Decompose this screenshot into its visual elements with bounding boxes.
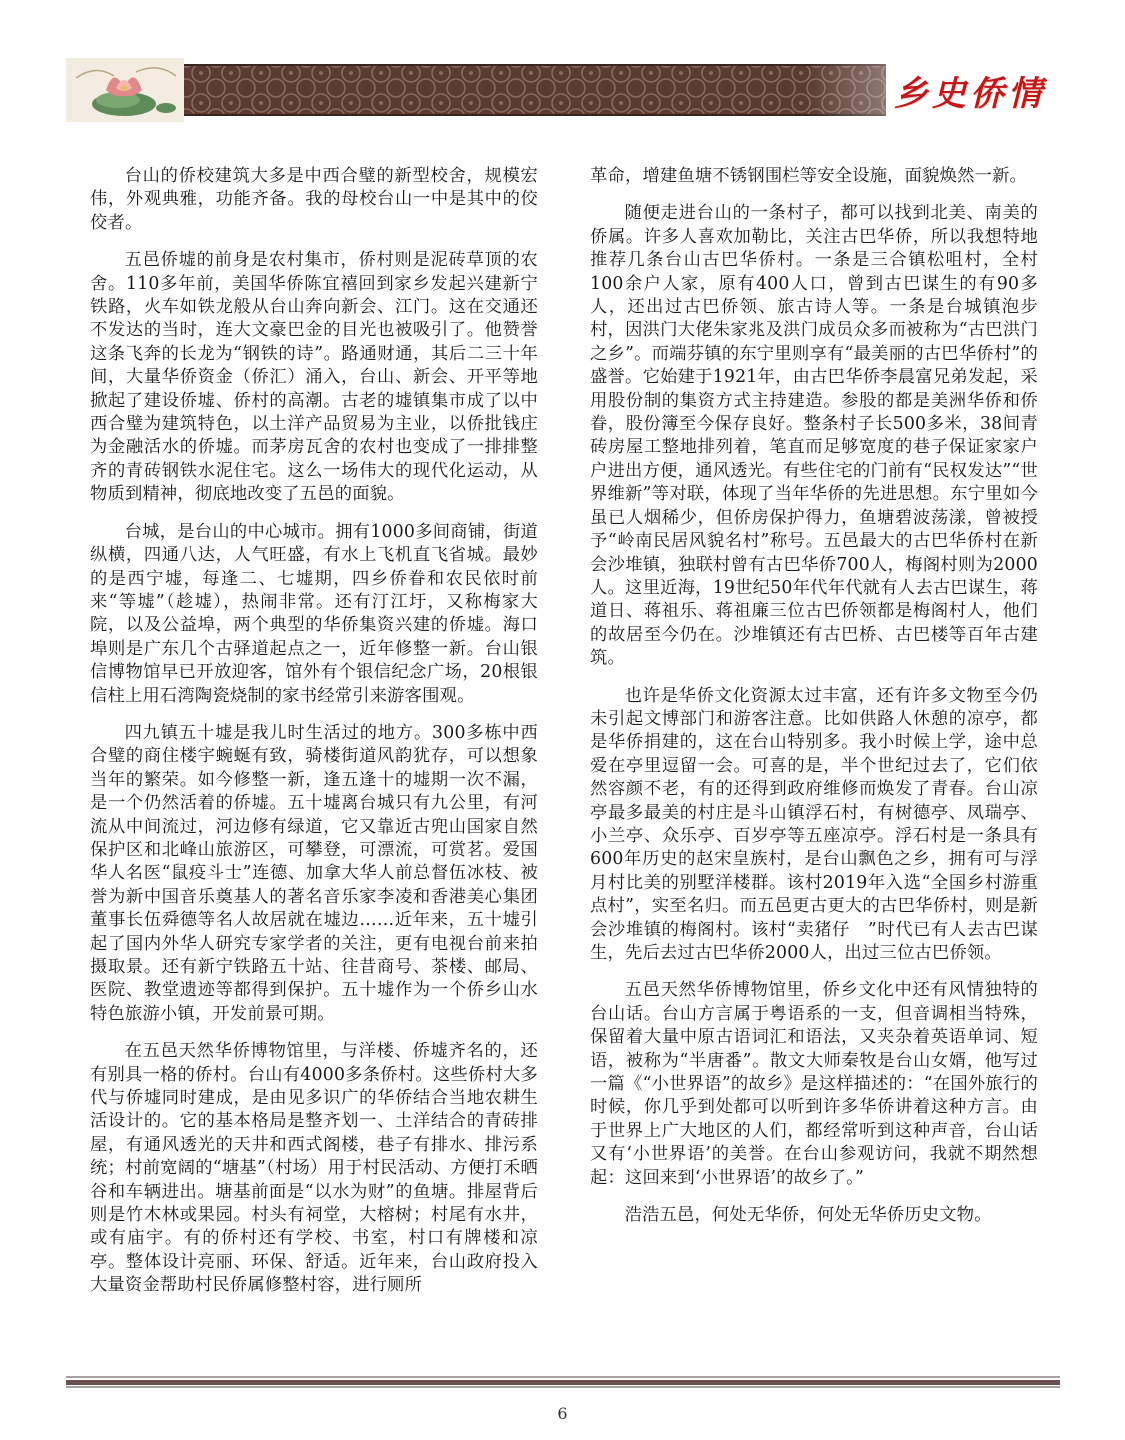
paragraph: 随便走进台山的一条村子，都可以找到北美、南美的侨属。许多人喜欢加勒比，关注古巴华侨，所以我想特地推荐几条台山古巴华侨村。一条是三合镇松咀村，全村100余户人家，原有400人口，曾到古巴谋生的有90多人，还出过古巴侨领、旅古诗人等。一条是台城镇泡步村，因洪门大佬朱家兆及洪门成员众多而被称为“古巴洪门之乡”。而端芬镇的东宁里则享有“最美丽的古巴华侨村”的盛誉。它始建于1921年，由古巴华侨李晨富兄弟发起，采用股份制的集资方式主持建造。参股的都是美洲华侨和侨眷，股份簿至今保存良好。整条村子长500多米，38间青砖房屋工整地排列着，笔直而足够宽度的巷子保证家家户户进出方便，通风透光。有些住宅的门前有“民权发达”“世界维新”等对联，体现了当年华侨的先进思想。东宁里如今虽已人烟稀少，但侨房保护得力，鱼塘碧波荡漾，曾被授予“岭南民居风貌名村”称号。五邑最大的古巴华侨村在新会沙堆镇，独联村曾有古巴华侨700人，梅阁村则为2000人。这里近海，19世纪50年代年代就有人去古巴谋生，蒋道日、蒋祖乐、蒋祖廉三位古巴侨领都是梅阁村人，他们的故居至今仍在。沙堆镇还有古巴桥、古巴楼等百年古建筑。 bbox=[590, 203, 1038, 669]
left-column bbox=[90, 165, 538, 1312]
right-column bbox=[590, 165, 1038, 1241]
section-header-banner bbox=[66, 58, 1060, 122]
paragraph: 浩浩五邑，何处无华侨，何处无华侨历史文物。 bbox=[624, 1205, 992, 1226]
paragraph: 台城，是台山的中心城市。拥有1000多间商铺，街道纵横，四通八达，人气旺盛，有水上飞机直飞省城。最妙的是西宁墟，每逢二、七墟期，四乡侨眷和农民依时前来“等墟”（趁墟），热闹非常。还有汀江圩，又称梅家大院，以及公益埠，两个典型的华侨集资兴建的侨墟。海口埠则是广东几个古驿道起点之一，近年修整一新。台山银信博物馆早已开放迎客，馆外有个银信纪念广场，20根银信柱上用石湾陶瓷烧制的家书经常引来游客围观。 bbox=[90, 521, 538, 706]
lotus-flower-icon bbox=[66, 58, 184, 122]
paragraph: 台山的侨校建筑大多是中西合璧的新型校舍，规模宏伟，外观典雅，功能齐备。我的母校台山一中是其中的佼佼者。 bbox=[90, 166, 538, 233]
paragraph-continued: 革命，增建鱼塘不锈钢围栏等安全设施，面貌焕然一新。 bbox=[590, 166, 1028, 186]
footer-rule bbox=[66, 1376, 1060, 1388]
paragraph: 五邑天然华侨博物馆里，侨乡文化中还有风情独特的台山话。台山方言属于粤语系的一支，但音调相当特殊，保留着大量中原古语词汇和语法，又夹杂着英语单词、短语，被称为“半唐番”。散文大师秦牧是台山女婿，他写过一篇《“小世界语”的故乡》是这样描述的：“在国外旅行的时候，你几乎到处都可以听到许多华侨讲着这种方言。由于世界上广大地区的人们，都经常听到这种声音，台山话又有‘小世界语’的美誉。在台山参观访问，我就不期然想起：这回来到‘小世界语’的故乡了。” bbox=[590, 980, 1038, 1188]
page-number: 6 bbox=[557, 1404, 568, 1423]
paragraph: 五邑侨墟的前身是农村集市，侨村则是泥砖草顶的农舍。110多年前，美国华侨陈宜禧回到家乡发起兴建新宁铁路，火车如铁龙般从台山奔向新会、江门。这在交通还不发达的当时，连大文豪巴金的目光也被吸引了。他赞誉这条飞奔的长龙为“钢铁的诗”。路通财通，其后二三十年间，大量华侨资金（侨汇）涌入，台山、新会、开平等地掀起了建设侨墟、侨村的高潮。古老的墟镇集市成了以中西合璧为建筑特色，以土洋产品贸易为主业，以侨批钱庄为金融活水的侨墟。而茅房瓦舍的农村也变成了一排排整齐的青砖钢铁水泥住宅。这么一场伟大的现代化运动，从物质到精神，彻底地改变了五邑的面貌。 bbox=[90, 250, 538, 505]
section-title: 乡史侨情 bbox=[894, 74, 1046, 114]
paragraph: 也许是华侨文化资源太过丰富，还有许多文物至今仍未引起文博部门和游客注意。比如供路人休憩的凉亭，都是华侨捐建的，这在台山特别多。我小时候上学，途中总爱在亭里逗留一会。可喜的是，半个世纪过去了，它们依然容颜不老，有的还得到政府维修而焕发了青春。台山凉亭最多最美的村庄是斗山镇浮石村，有树德亭、凤瑞亭、小兰亭、众乐亭、百岁亭等五座凉亭。浮石村是一条具有600年历史的赵宋皇族村，是台山飘色之乡，拥有可与浮月村比美的别墅洋楼群。该村2019年入选“全国乡村游重点村”，实至名归。而五邑更古更大的古巴华侨村，则是新会沙堆镇的梅阁村。该村“卖猪仔 ”时代已有人去古巴谋生，先后去过古巴华侨2000人，出过三位古巴侨领。 bbox=[590, 685, 1038, 963]
article-body bbox=[90, 165, 1056, 1365]
paragraph: 在五邑天然华侨博物馆里，与洋楼、侨墟齐名的，还有别具一格的侨村。台山有4000多条侨村。这些侨村大多代与侨墟同时建成，是由见多识广的华侨结合当地农耕生活设计的。它的基本格局是整齐划一、土洋结合的青砖排屋，有通风透光的天井和西式阁楼，巷子有排水、排污系统；村前宽阔的“塘基”（村场）用于村民活动、方便打禾晒谷和车辆进出。塘基前面是“以水为财”的鱼塘。排屋背后则是竹木林或果园。村头有祠堂，大榕树；村尾有水井，或有庙宇。有的侨村还有学校、书室，村口有牌楼和凉亭。整体设计亮丽、环保、舒适。近年来，台山政府投入大量资金帮助村民侨属修整村容，进行厕所 bbox=[90, 1041, 538, 1296]
paragraph: 四九镇五十墟是我儿时生活过的地方。300多栋中西合璧的商住楼宇蜿蜒有致，骑楼街道风韵犹存，可以想象当年的繁荣。如今修整一新，逢五逢十的墟期一次不漏，是一个仍然活着的侨墟。五十墟离台城只有九公里，有河流从中间流过，河边修有绿道，它又靠近古兜山国家自然保护区和北峰山旅游区，可攀登，可漂流，可赏茗。爱国华人名医“鼠疫斗士”连德、加拿大华人前总督伍冰枝、被誉为新中国音乐奠基人的著名音乐家李凌和香港美心集团董事长伍舜德等名人故居就在墟边……近年来，五十墟引起了国内外华人研究专家学者的关注，更有电视台前来拍摄取景。还有新宁铁路五十站、往昔商号、茶楼、邮局、医院、教堂遗迹等都得到保护。五十墟作为一个侨乡山水特色旅游小镇，开发前景可期。 bbox=[90, 722, 538, 1024]
